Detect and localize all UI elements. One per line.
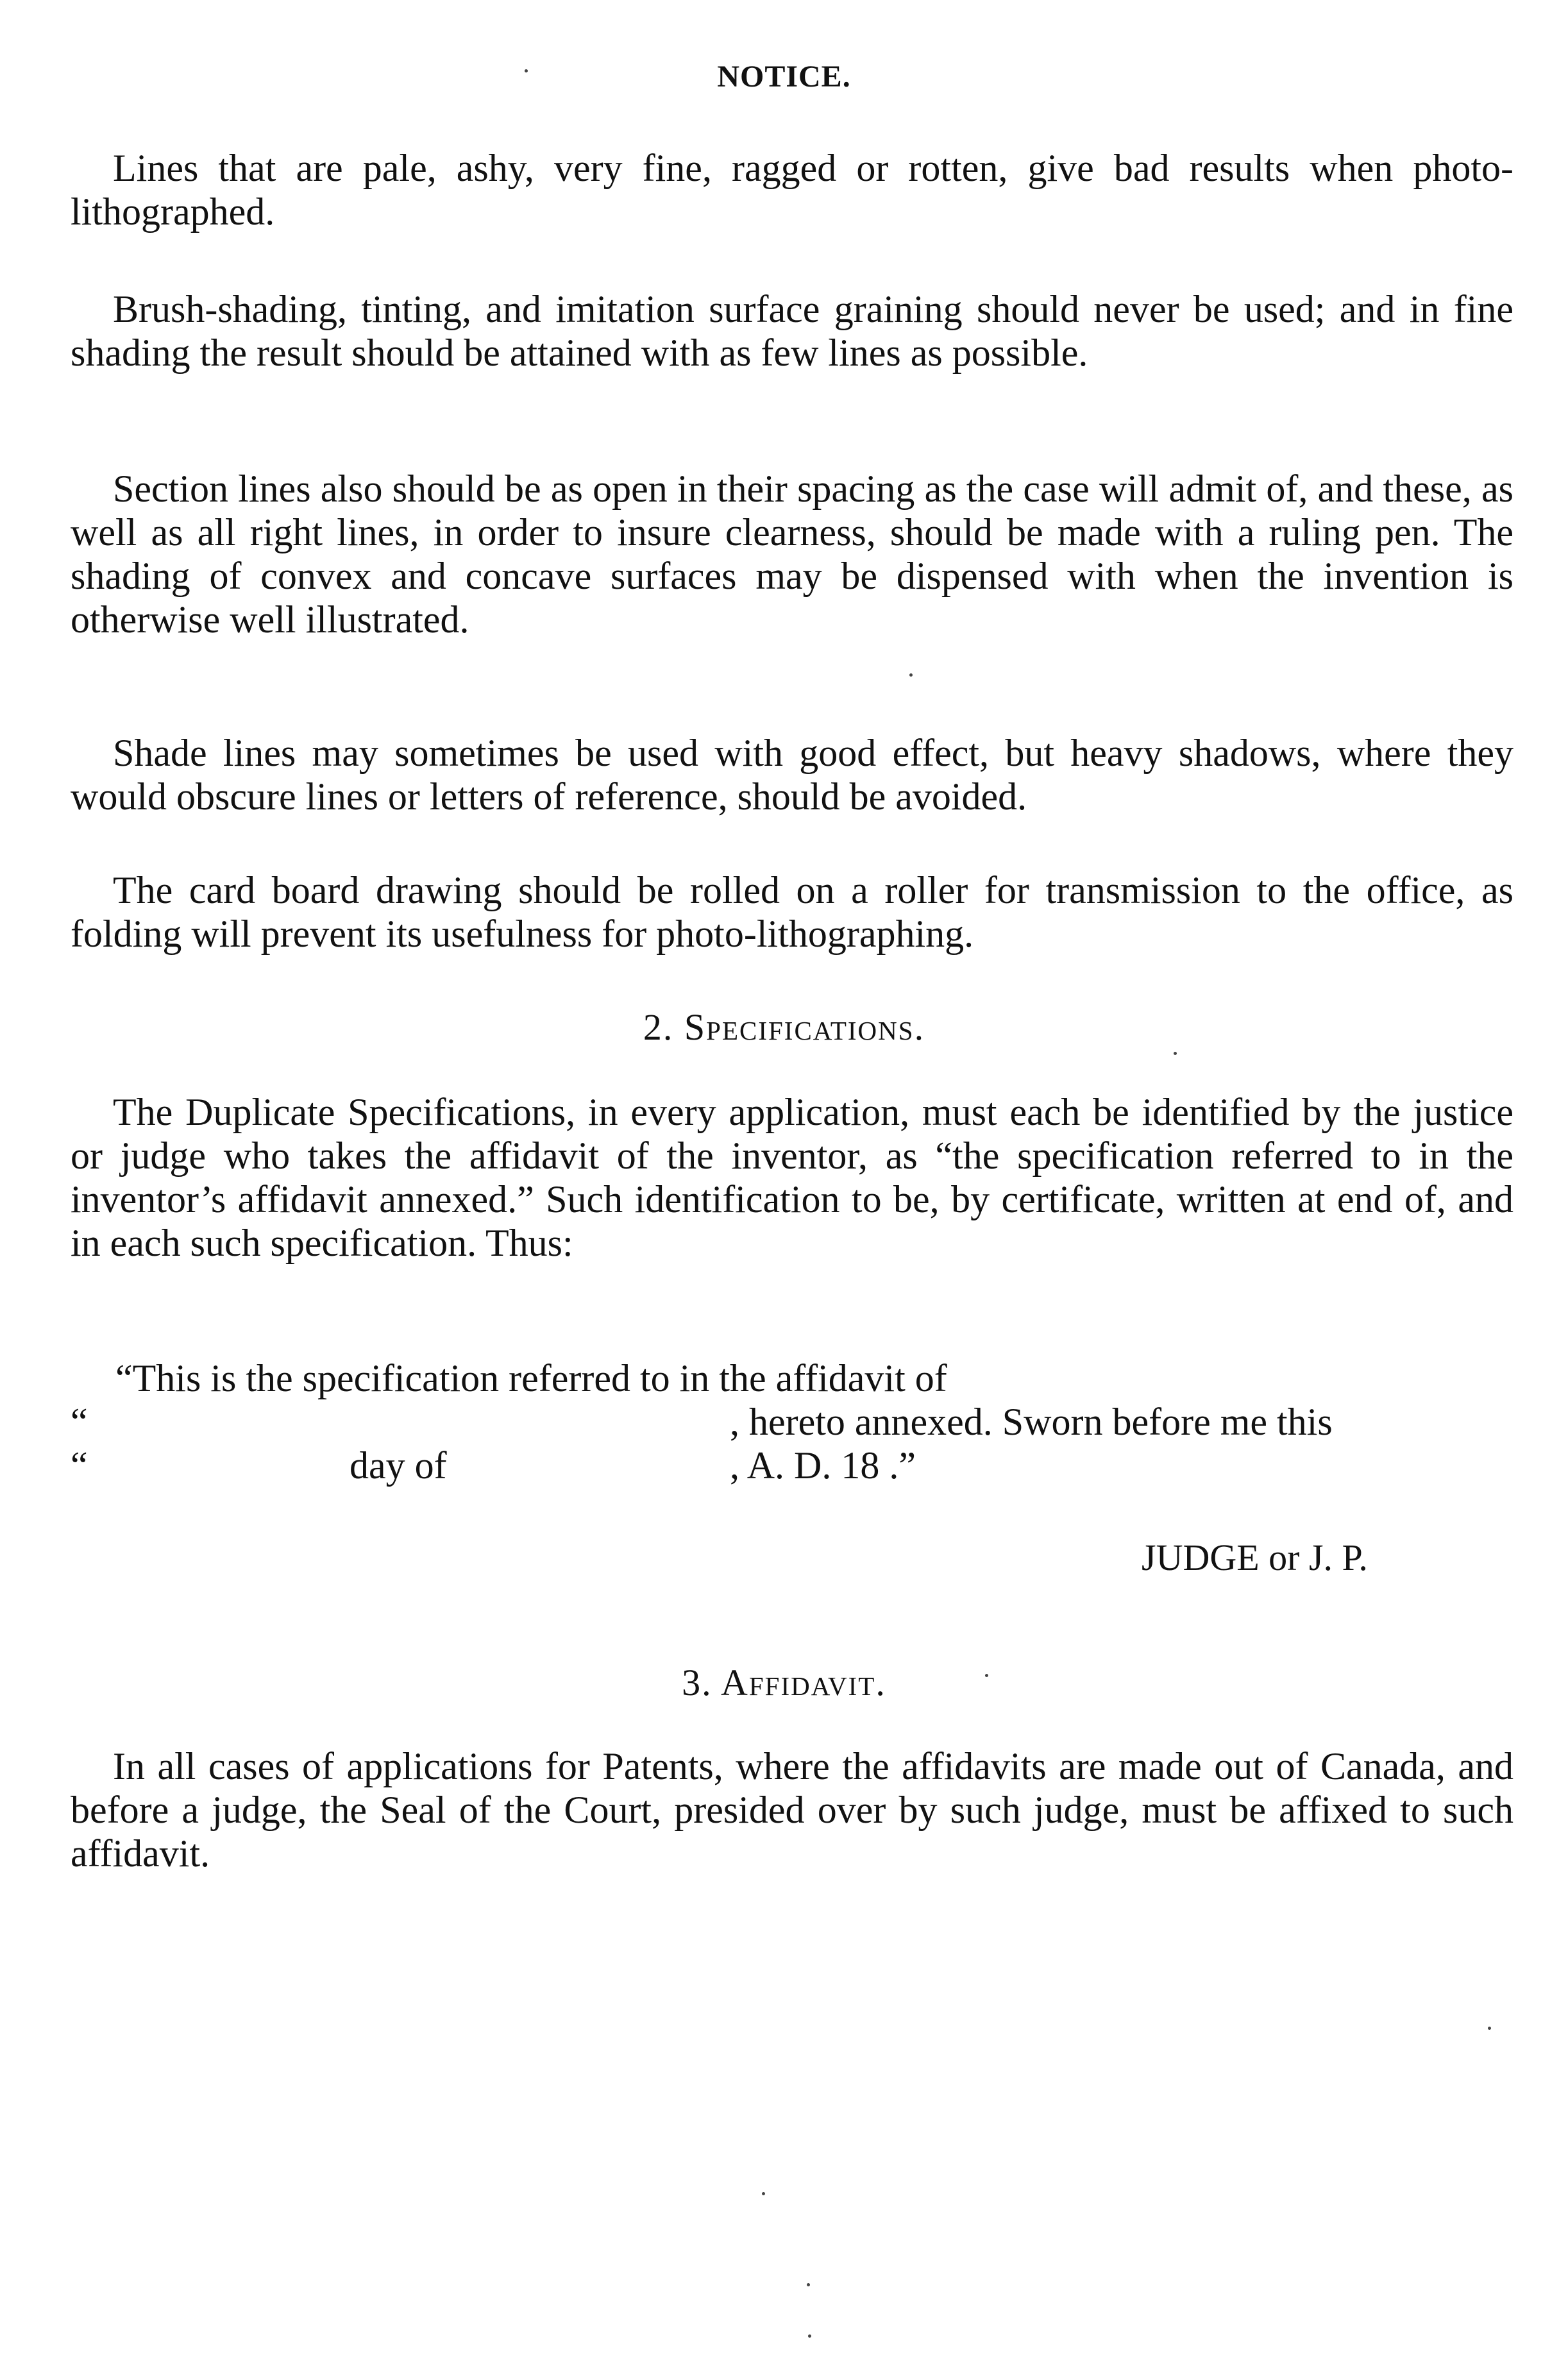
scan-speck bbox=[525, 69, 528, 72]
form-line-3-dayof: day of bbox=[350, 1444, 447, 1487]
paragraph-section-lines: Section lines also should be as open in their spacing as the case will admit of, and these, as well as all right lines, in order to insure clearness, should be made with a ruling pen. The shading of convex and concave surfaces may be dispensed with when the invention is otherwise well illustrated. bbox=[71, 468, 1513, 641]
paragraph-duplicate-specifications: The Duplicate Specifications, in every application, must each be identified by the justice or judge who takes the affidavit of the inventor, as “the specification referred to in the inventor’s affidavit annexed.” Such identification to be, by certificate, written at end of, and in each such specification. Thus: bbox=[71, 1091, 1513, 1264]
scan-speck bbox=[1174, 1052, 1177, 1055]
paragraph-shade-lines: Shade lines may sometimes be used with good effect, but heavy shadows, where they would obscure lines or letters of reference, should be avoided. bbox=[71, 732, 1513, 818]
scan-speck bbox=[807, 2283, 810, 2286]
signoff-judge: JUDGE or J. P. bbox=[1142, 1537, 1368, 1578]
page-heading: NOTICE. bbox=[717, 60, 851, 94]
form-line-3-mark: “ bbox=[71, 1444, 88, 1487]
section-title-affidavit: 3. Affidavit. bbox=[682, 1662, 886, 1703]
scan-speck bbox=[1488, 2027, 1491, 2030]
form-line-1: “This is the specification referred to in the affidavit of bbox=[115, 1357, 947, 1399]
paragraph-card-board: The card board drawing should be rolled on a roller for transmission to the office, as folding will prevent its usefulness for photo-lithographing. bbox=[71, 869, 1513, 955]
paragraph-brush-shading: Brush-shading, tinting, and imitation surface graining should never be used; and in fine shading the result should be attained with as few lines as possible. bbox=[71, 288, 1513, 374]
scan-speck bbox=[909, 673, 913, 677]
form-line-3-ad: , A. D. 18 .” bbox=[730, 1444, 916, 1487]
paragraph-pale-lines: Lines that are pale, ashy, very fine, ragged or rotten, give bad results when photo-lithographed. bbox=[71, 147, 1513, 233]
scan-speck bbox=[808, 2334, 811, 2338]
scan-speck bbox=[985, 1674, 988, 1677]
section-title-specifications: 2. Specifications. bbox=[643, 1006, 925, 1048]
form-line-2-mark: “ bbox=[71, 1401, 88, 1443]
scan-speck bbox=[762, 2192, 765, 2195]
paragraph-affidavit: In all cases of applications for Patents, where the affidavits are made out of Canada, and before a judge, the Seal of the Court, presided over by such judge, must be affixed to such affidavit. bbox=[71, 1745, 1513, 1875]
form-line-2-text: , hereto annexed. Sworn before me this bbox=[730, 1401, 1333, 1443]
